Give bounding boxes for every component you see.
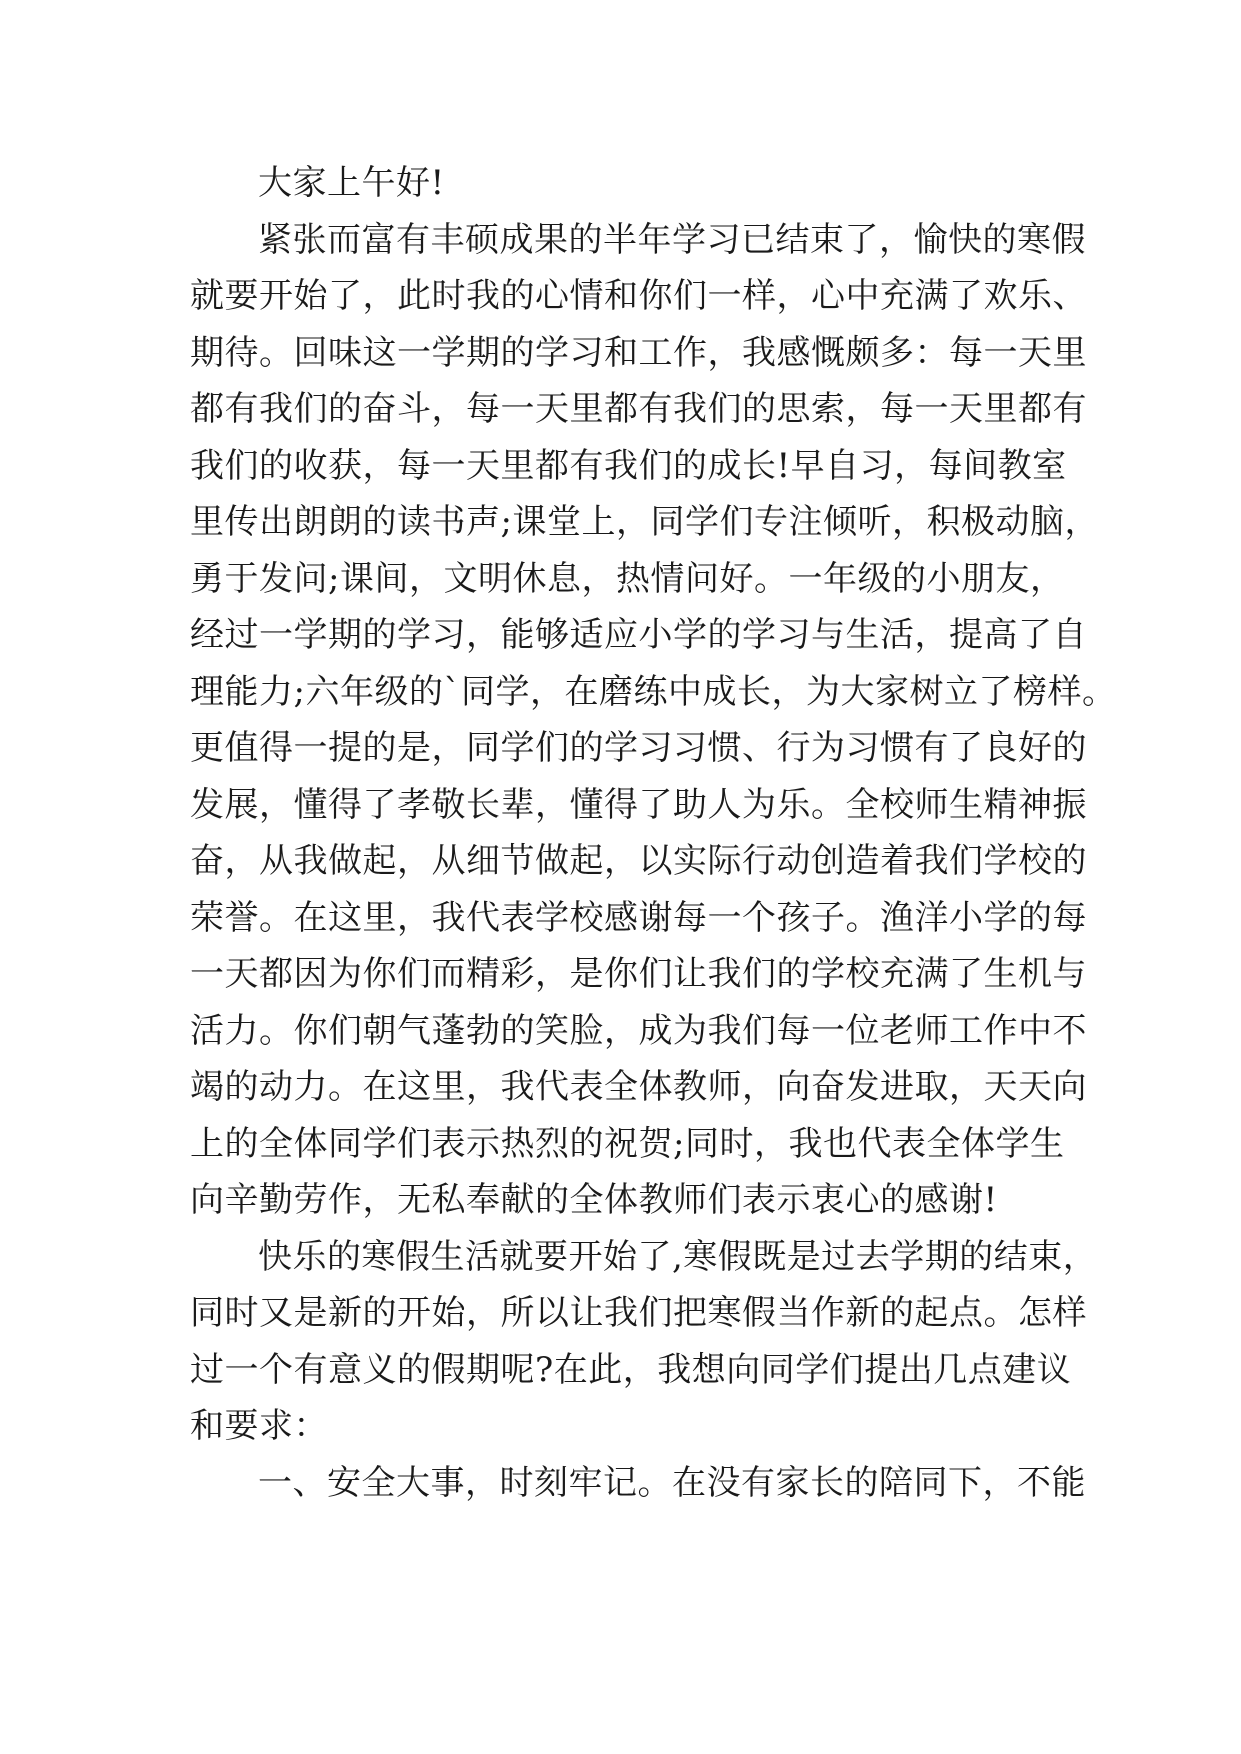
text-line: 勇于发问;课间，文明休息，热情问好。一年级的小朋友， [190, 558, 1065, 599]
text-line: 荣誉。在这里，我代表学校感谢每一个孩子。渔洋小学的每 [190, 897, 1087, 938]
text-line: 快乐的寒假生活就要开始了,寒假既是过去学期的结束， [258, 1236, 1098, 1277]
text-line: 奋，从我做起，从细节做起，以实际行动创造着我们学校的 [190, 841, 1087, 881]
text-line: 发展，懂得了孝敬长辈，懂得了助人为乐。全校师生精神振 [190, 784, 1087, 825]
paragraph [190, 212, 1117, 1229]
text-line: 同时又是新的开始，所以让我们把寒假当作新的起点。怎样 [190, 1293, 1087, 1333]
paragraph [190, 155, 1090, 212]
text-line: 我们的收获，每一天里都有我们的成长!早自习，每间教室 [190, 445, 1067, 486]
text-line: 一、安全大事，时刻牢记。在没有家长的陪同下，不能 [258, 1462, 1086, 1503]
text-line: 里传出朗朗的读书声;课堂上，同学们专注倾听，积极动脑， [190, 502, 1099, 542]
text-line: 都有我们的奋斗，每一天里都有我们的思索，每一天里都有 [190, 389, 1087, 429]
text-line: 更值得一提的是，同学们的学习习惯、行为习惯有了良好的 [190, 728, 1087, 768]
document-body [190, 155, 1117, 1511]
text-line: 向辛勤劳作，无私奉献的全体教师们表示衷心的感谢! [190, 1180, 998, 1220]
text-line: 期待。回味这一学期的学习和工作，我感慨颇多：每一天里 [190, 332, 1087, 373]
text-line: 上的全体同学们表示热烈的祝贺;同时，我也代表全体学生 [190, 1123, 1065, 1164]
text-line: 和要求： [190, 1406, 328, 1446]
paragraph [190, 1455, 1090, 1512]
text-line: 经过一学期的学习，能够适应小学的学习与生活，提高了自 [190, 615, 1087, 655]
text-line: 竭的动力。在这里，我代表全体教师，向奋发进取，天天向 [190, 1067, 1087, 1107]
text-line: 活力。你们朝气蓬勃的笑脸，成为我们每一位老师工作中不 [190, 1010, 1087, 1051]
text-line: 就要开始了，此时我的心情和你们一样，心中充满了欢乐、 [190, 276, 1087, 316]
paragraph [190, 1229, 1098, 1455]
text-line: 紧张而富有丰硕成果的半年学习已结束了，愉快的寒假 [258, 219, 1086, 260]
text-line: 大家上午好! [258, 163, 445, 203]
text-line: 一天都因为你们而精彩，是你们让我们的学校充满了生机与 [190, 954, 1087, 994]
text-line: 理能力;六年级的`同学，在磨练中成长，为大家树立了榜样。 [190, 671, 1117, 712]
text-line: 过一个有意义的假期呢?在此，我想向同学们提出几点建议 [190, 1349, 1072, 1390]
